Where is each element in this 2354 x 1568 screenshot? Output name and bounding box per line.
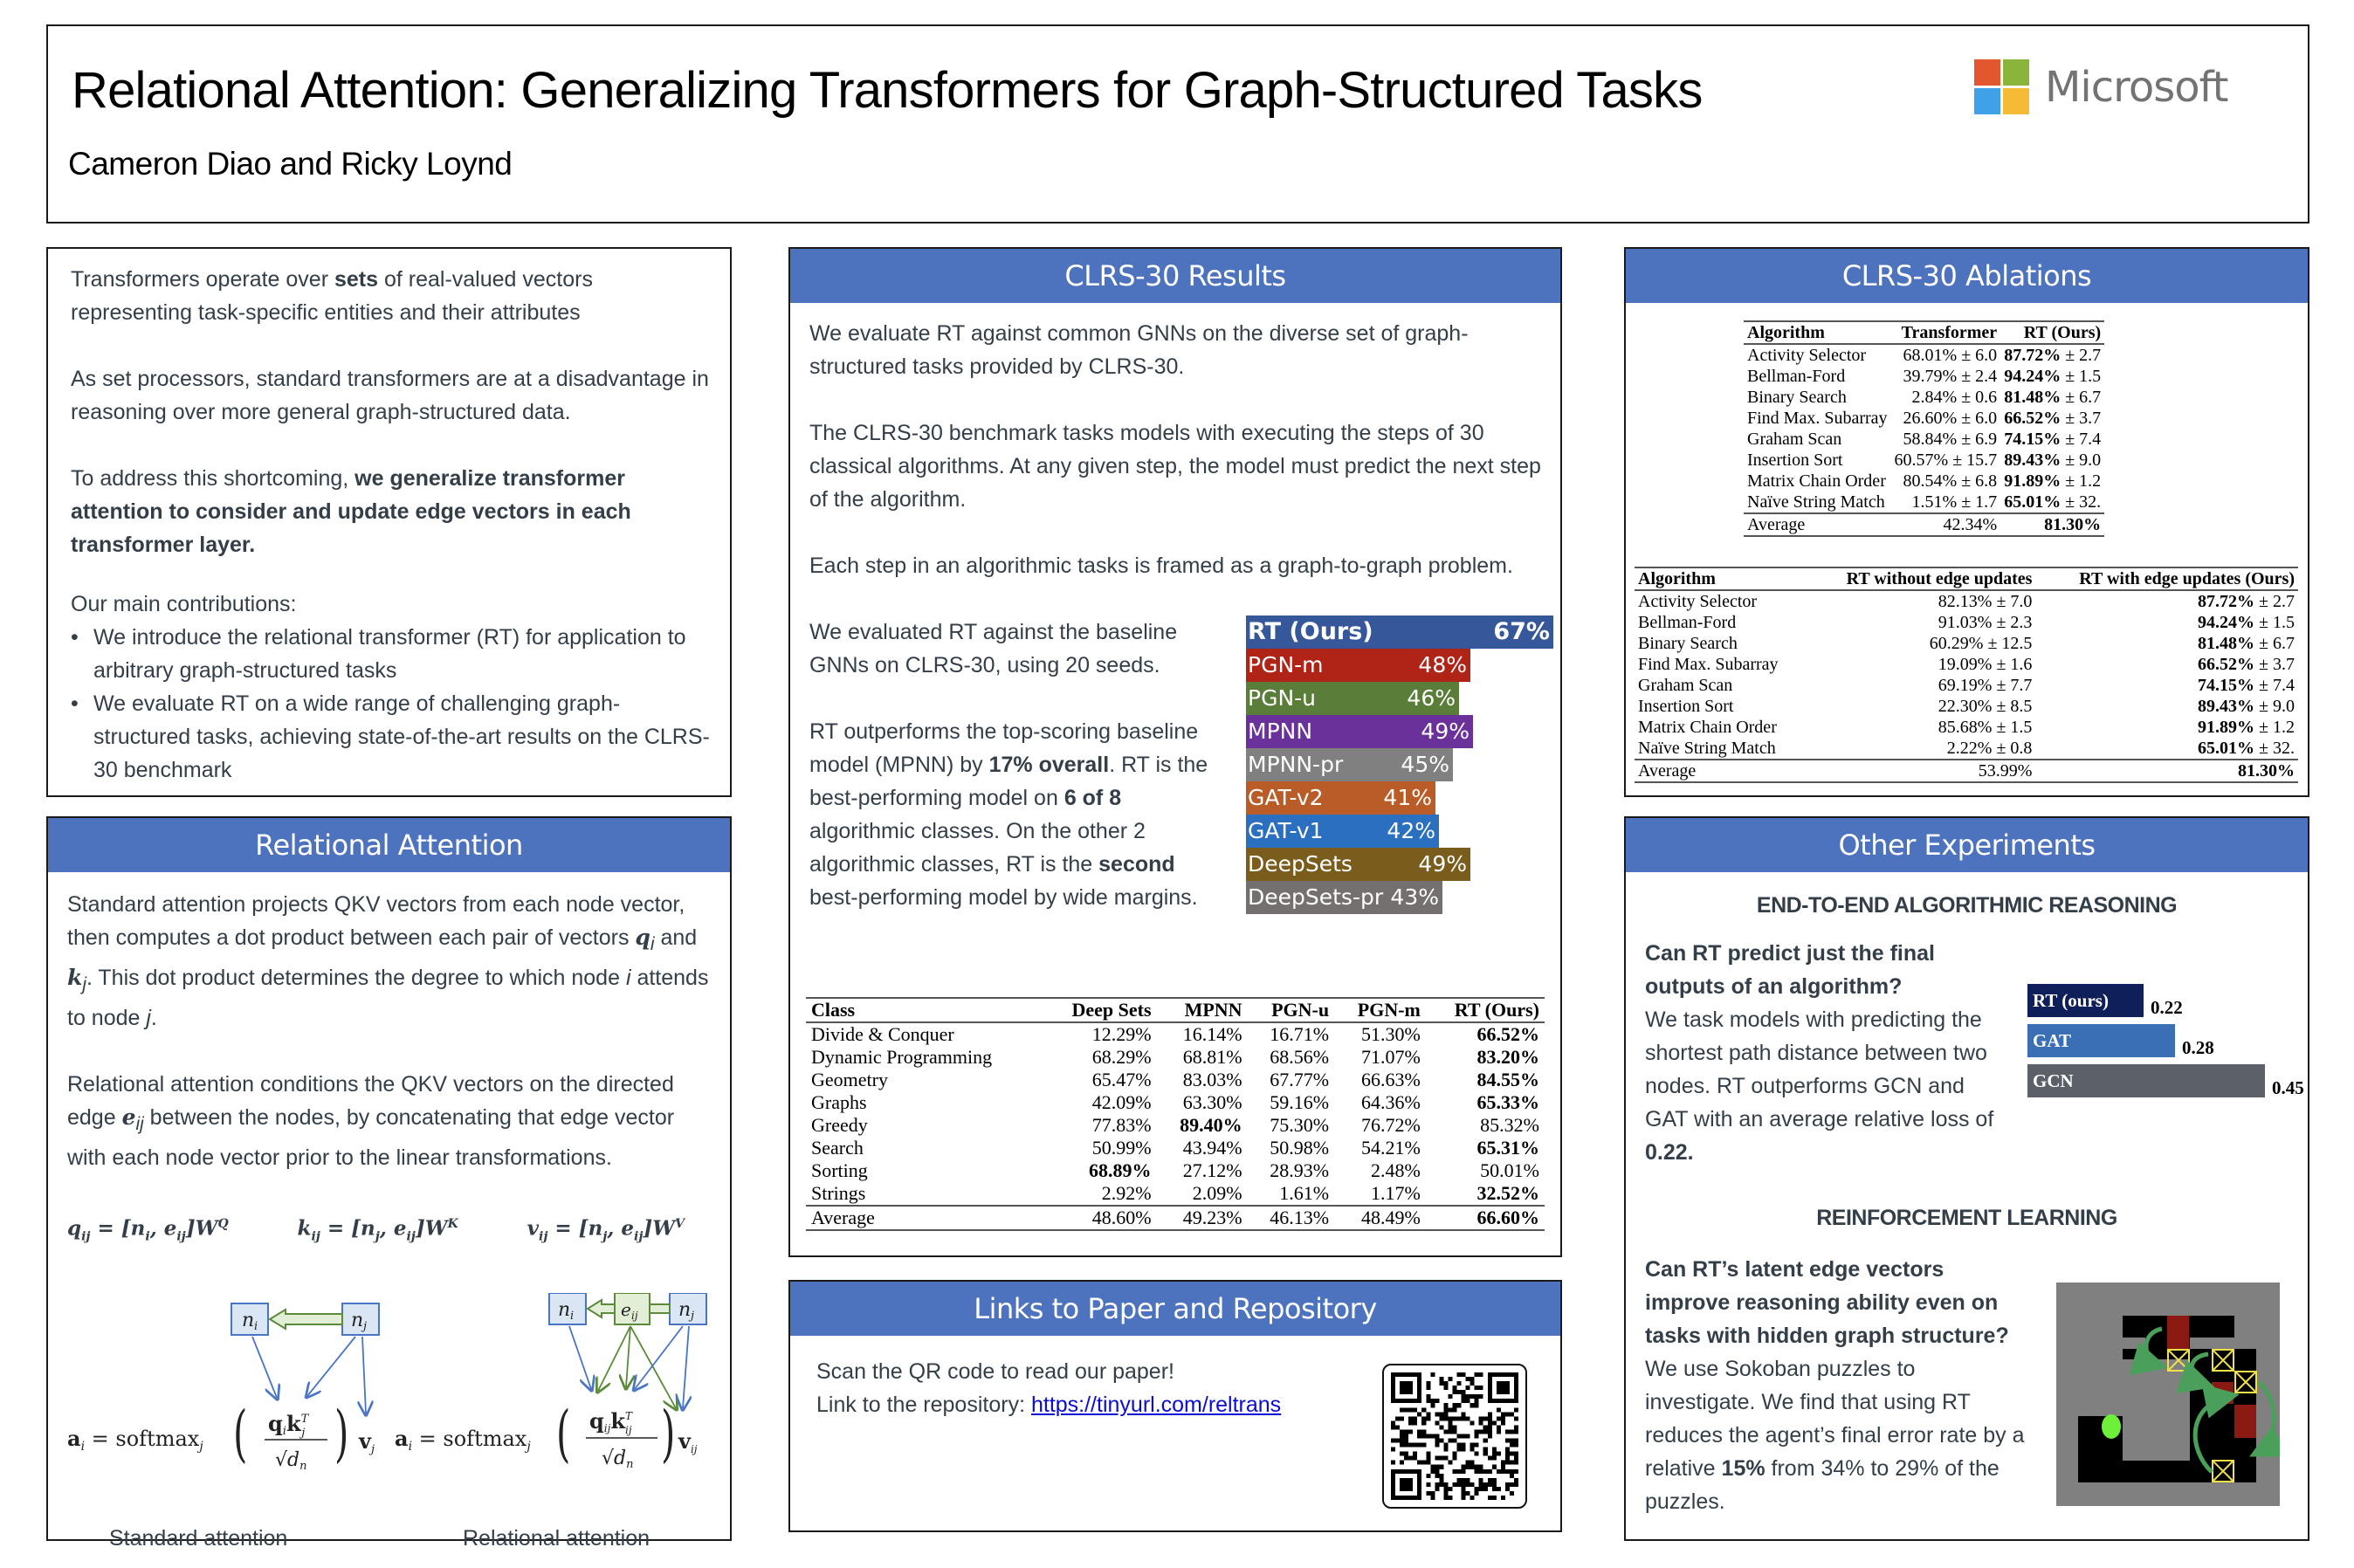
table-cell: 91.89% ± 1.2	[2198, 718, 2295, 737]
table-cell: Average	[1747, 515, 1806, 534]
table-cell: Bellman-Ford	[1638, 613, 1737, 632]
svg-text:vij: $v_{ij}$	[678, 1428, 698, 1456]
table-cell: 89.43% ± 9.0	[2198, 697, 2295, 716]
table-cell: Naïve String Match	[1638, 739, 1776, 758]
k-equation: $k_{ij} = [n_j$, $e_{ij}]W^K$	[297, 1216, 458, 1244]
relational-attention-panel	[46, 816, 732, 1551]
section-header: CLRS-30 Results	[790, 249, 1560, 303]
table-cell: Activity Selector	[1638, 592, 1758, 611]
table-cell: 59.16%	[1270, 1091, 1330, 1113]
table-cell: 75.30%	[1270, 1114, 1330, 1136]
table-cell: 68.56%	[1270, 1046, 1330, 1068]
table-cell: 43.94%	[1182, 1137, 1242, 1159]
table-cell: 85.68% ± 1.5	[1938, 718, 2033, 737]
svg-text:(: (	[556, 1397, 571, 1470]
table-cell: 1.17%	[1371, 1182, 1421, 1204]
section-header: CLRS-30 Ablations	[1626, 249, 2308, 303]
table-cell: Insertion Sort	[1638, 697, 1734, 716]
table-cell: 51.30%	[1361, 1023, 1421, 1045]
table-cell: 46.13%	[1270, 1207, 1330, 1228]
table-row	[806, 1137, 1545, 1159]
table-cell: 74.15% ± 7.4	[2004, 430, 2102, 449]
section-header: Relational Attention	[48, 818, 730, 872]
table-cell: 2.92%	[1101, 1182, 1152, 1204]
column-header: Deep Sets	[1071, 999, 1152, 1021]
intro-paragraph-2: As set processors, standard transformers are at a disadvantage in reasoning over more general graph-structured data.	[71, 367, 709, 424]
table-cell: 84.55%	[1476, 1069, 1539, 1090]
column-header: RT (Ours)	[2023, 323, 2102, 342]
intro-paragraph-3: To address this shortcoming, we generalize transformer attention to consider and update edge vectors in each transformer layer.	[71, 466, 631, 557]
section-header: Links to Paper and Repository	[790, 1282, 1560, 1336]
table-cell: 81.30%	[2238, 761, 2295, 781]
table-cell: 82.13% ± 7.0	[1938, 592, 2033, 611]
table-cell: 81.30%	[2044, 515, 2102, 534]
column-header: RT (Ours)	[1454, 999, 1539, 1021]
relatt-paragraph-2: Relational attention conditions the QKV vectors on the directed edge $e_{ij}$ between the nodes, by concatenating that edge vector with each node vector prior to the linear transformations.	[67, 1072, 675, 1170]
svg-text:j: j	[363, 1320, 368, 1334]
results-paragraph-2: The CLRS-30 benchmark tasks models with executing the steps of 30 classical algorithms. At any given step, the model must predict the next step of the algorithm.	[809, 421, 1541, 512]
bar-value-label: 0.28	[2182, 1037, 2214, 1058]
table-cell: Divide & Conquer	[811, 1023, 954, 1045]
poster-title: Relational Attention: Generalizing Transformers for Graph-Structured Tasks	[72, 62, 1703, 119]
table-cell: 94.24% ± 1.5	[2198, 613, 2295, 632]
qr-instruction: Scan the QR code to read our paper!	[816, 1359, 1174, 1384]
table-cell: Binary Search	[1747, 388, 1847, 407]
table-row	[1744, 344, 2104, 366]
intro-panel	[46, 247, 732, 797]
table-cell: Matrix Chain Order	[1638, 718, 1777, 737]
table-cell: 87.72% ± 2.7	[2004, 346, 2102, 365]
table-cell: 42.09%	[1091, 1091, 1152, 1113]
table-cell: 76.72%	[1361, 1114, 1421, 1136]
table-row	[1635, 612, 2298, 633]
svg-text:e: e	[621, 1299, 631, 1321]
table-cell: 66.52%	[1476, 1023, 1539, 1045]
qr-code-icon[interactable]	[1382, 1364, 1527, 1509]
table-cell: 19.09% ± 1.6	[1938, 655, 2033, 674]
svg-text:j: j	[691, 1310, 695, 1324]
column-header: MPNN	[1184, 999, 1242, 1021]
table-row	[806, 1022, 1545, 1046]
edge-update-ablation-table	[1635, 567, 2298, 783]
svg-text:n: n	[351, 1310, 364, 1332]
svg-text:√dn: √dn	[275, 1449, 307, 1474]
per-class-results-table	[806, 997, 1545, 1231]
table-row	[1744, 387, 2104, 408]
svg-text:n: n	[242, 1310, 255, 1332]
table-cell: 68.81%	[1182, 1046, 1242, 1068]
table-cell: 65.01% ± 32.	[2004, 492, 2102, 512]
table-cell: 94.24% ± 1.5	[2004, 367, 2102, 386]
bar-rt-ours: RT (Ours) 67%	[1246, 616, 1553, 649]
svg-text:): )	[334, 1397, 349, 1470]
table-row	[1635, 633, 2298, 654]
relational-attention-diagram	[395, 1293, 706, 1471]
table-cell: 89.40%	[1180, 1114, 1242, 1136]
table-cell: 64.36%	[1361, 1091, 1421, 1113]
table-row	[1744, 408, 2104, 429]
v-equation: $v_{ij} = [n_j$, $e_{ij}]W^V$	[527, 1216, 685, 1244]
table-cell: 91.03% ± 2.3	[1938, 613, 2033, 632]
table-cell: 74.15% ± 7.4	[2198, 676, 2295, 695]
bar-pgn-m: PGN-m 48%	[1246, 649, 1470, 682]
table-cell: 2.84% ± 0.6	[1911, 388, 1998, 407]
table-cell: 53.99%	[1978, 761, 2033, 781]
column-header: Transformer	[1901, 323, 1998, 342]
table-cell: 65.33%	[1476, 1091, 1539, 1113]
table-row	[806, 1091, 1545, 1114]
table-cell: 65.47%	[1091, 1069, 1152, 1090]
table-row	[1635, 696, 2298, 717]
table-cell: Matrix Chain Order	[1747, 471, 1886, 491]
table-cell: Average	[811, 1207, 875, 1228]
table-cell: 39.79% ± 2.4	[1903, 367, 1998, 386]
bar-mpnn-pr: MPNN-pr 45%	[1246, 748, 1453, 781]
section-header: Other Experiments	[1626, 818, 2308, 872]
table-cell: 69.19% ± 7.7	[1938, 676, 2033, 695]
microsoft-logo	[1974, 59, 2227, 114]
attention-diagrams	[67, 1293, 711, 1551]
table-cell: Naïve String Match	[1747, 492, 1885, 512]
q-equation: $q_{ij} = [n_i$, $e_{ij}]W^Q$	[67, 1216, 229, 1244]
table-cell: 65.01% ± 32.	[2198, 739, 2295, 758]
table-cell: 2.48%	[1371, 1159, 1421, 1181]
contribution-item: • We evaluate RT on a wide range of challenging graph-structured tasks, achieving state-of-the-art results on the CLRS-30 benchmark	[71, 687, 711, 787]
table-cell: Graphs	[811, 1091, 867, 1113]
table-row	[1744, 450, 2104, 471]
bar-rt-ours: RT (ours)	[2027, 984, 2144, 1017]
table-cell: 85.32%	[1480, 1114, 1539, 1136]
bar-value-label: 0.22	[2151, 997, 2183, 1018]
svg-text:qikTj: qik$^T$ j	[268, 1411, 309, 1441]
column-header: PGN-u	[1271, 999, 1330, 1021]
table-cell: 77.83%	[1091, 1114, 1152, 1136]
svg-text:i: i	[570, 1310, 575, 1324]
table-cell: 63.30%	[1182, 1091, 1242, 1113]
table-cell: 60.29% ± 12.5	[1929, 634, 2033, 653]
bar-value-label: 0.45	[2272, 1077, 2304, 1098]
relational-attention-caption: Relational attention	[463, 1526, 650, 1551]
table-cell: 66.60%	[1476, 1207, 1539, 1228]
table-cell: 1.61%	[1279, 1182, 1330, 1204]
column-header: Algorithm	[1638, 569, 1716, 588]
results-paragraph-3: Each step in an algorithmic tasks is framed as a graph-to-graph problem.	[809, 554, 1513, 578]
rl-heading: REINFORCEMENT LEARNING	[1816, 1206, 2117, 1230]
table-cell: 32.52%	[1476, 1182, 1539, 1204]
e2e-heading: END-TO-END ALGORITHMIC REASONING	[1756, 893, 2178, 918]
table-cell: 60.57% ± 15.7	[1894, 450, 1998, 470]
svg-text:qijkTij: qijk$^T$ ij	[589, 1408, 632, 1437]
table-cell: 1.51% ± 1.7	[1911, 492, 1998, 512]
svg-text:ij: ij	[631, 1310, 638, 1323]
bar-deepsets-pr: DeepSets-pr 43%	[1246, 881, 1442, 914]
table-cell: 28.93%	[1270, 1159, 1330, 1181]
column-header: RT with edge updates (Ours)	[2079, 569, 2295, 588]
table-cell: 83.03%	[1182, 1069, 1242, 1090]
table-cell: 67.77%	[1270, 1069, 1330, 1090]
bar-gat-v2: GAT-v2 41%	[1246, 781, 1435, 815]
bar-pgn-u: PGN-u 46%	[1246, 682, 1459, 715]
qkv-equations	[67, 1207, 711, 1253]
table-cell: 89.43% ± 9.0	[2004, 450, 2102, 470]
table-cell: 50.01%	[1480, 1159, 1539, 1181]
table-cell: 42.34%	[1943, 515, 1998, 534]
table-cell: 16.71%	[1270, 1023, 1330, 1045]
repository-link[interactable]: https://tinyurl.com/reltrans	[1030, 1393, 1282, 1417]
table-cell: Sorting	[811, 1159, 868, 1181]
table-cell: 27.12%	[1182, 1159, 1242, 1181]
table-row	[1744, 492, 2104, 513]
table-cell: 71.07%	[1361, 1046, 1421, 1068]
title-banner	[46, 24, 2309, 224]
table-cell: Bellman-Ford	[1747, 367, 1846, 386]
standard-attention-caption: Standard attention	[109, 1526, 288, 1551]
svg-text:ai = softmaxj: $a_i$ = softmax$_j$	[395, 1426, 531, 1455]
table-cell: 68.01% ± 6.0	[1903, 346, 1998, 365]
bar-gat: GAT	[2027, 1024, 2175, 1057]
table-cell: 26.60% ± 6.0	[1903, 409, 1998, 428]
table-cell: 2.09%	[1192, 1182, 1242, 1204]
attention-diagram-figure	[67, 1293, 713, 1520]
table-row	[806, 1046, 1545, 1069]
table-cell: 48.49%	[1361, 1207, 1421, 1228]
table-row	[1635, 590, 2298, 612]
table-row	[806, 1159, 1545, 1182]
table-row	[1635, 675, 2298, 696]
svg-text:vj: $v_j$	[359, 1428, 375, 1457]
table-cell: 83.20%	[1476, 1046, 1539, 1068]
column-header: Algorithm	[1747, 323, 1825, 342]
results-paragraph-5: RT outperforms the top-scoring baseline model (MPNN) by 17% overall. RT is the best-performing model on 6 of 8 algorithmic classes. On the other 2 algorithmic classes, RT is the second best-performing model by wide margins.	[809, 719, 1208, 910]
table-row	[806, 1114, 1545, 1137]
table-cell: Dynamic Programming	[811, 1046, 993, 1068]
table-cell: 49.23%	[1182, 1207, 1242, 1228]
transformer-ablation-table	[1744, 320, 2104, 537]
table-cell: 48.60%	[1091, 1207, 1152, 1228]
table-cell: Search	[811, 1137, 864, 1159]
table-row	[1635, 654, 2298, 675]
column-header: PGN-m	[1357, 999, 1421, 1021]
column-header: RT without edge updates	[1846, 569, 2033, 588]
table-cell: 50.99%	[1091, 1137, 1152, 1159]
table-cell: Average	[1638, 761, 1697, 781]
rl-text: Can RT’s latent edge vectors improve reasoning ability even on tasks with hidden graph structure? We use Sokoban puzzles to investigate. We find that using RT reduces the agent’s final error rate by a relative 15% from 34% to 29% of the puzzles.	[1645, 1257, 2025, 1514]
svg-text:ai = softmaxj: $a_i$ = softmax$_j$	[67, 1426, 203, 1455]
microsoft-wordmark: Microsoft	[2045, 62, 2228, 112]
table-cell: Graham Scan	[1638, 676, 1733, 695]
table-cell: Geometry	[811, 1069, 888, 1090]
svg-text:√dn: √dn	[602, 1448, 634, 1472]
table-row	[1635, 717, 2298, 738]
table-cell: 58.84% ± 6.9	[1903, 430, 1998, 449]
table-cell: 87.72% ± 2.7	[2198, 592, 2295, 611]
table-row	[806, 1069, 1545, 1091]
table-cell: Find Max. Subarray	[1638, 655, 1779, 674]
poster-authors: Cameron Diao and Ricky Loynd	[68, 146, 513, 182]
table-cell: 68.89%	[1089, 1159, 1152, 1181]
table-cell: 91.89% ± 1.2	[2004, 471, 2102, 491]
table-cell: Binary Search	[1638, 634, 1738, 653]
e2e-text: Can RT predict just the final outputs of an algorithm? We task models with predicting the shortest path distance between two nodes. RT outperforms GCN and GAT with an average relative loss of 0.22.	[1645, 941, 1994, 1165]
results-paragraph-4: We evaluated RT against the baseline GNNs on CLRS-30, using 20 seeds.	[809, 620, 1178, 677]
sokoban-puzzle-figure	[2056, 1283, 2280, 1510]
table-cell: Activity Selector	[1747, 346, 1867, 365]
svg-text:(: (	[233, 1397, 248, 1470]
microsoft-squares-icon	[1974, 59, 2029, 114]
clrs-ablations-panel	[1624, 247, 2309, 797]
table-row	[1744, 429, 2104, 450]
table-cell: 50.98%	[1270, 1137, 1330, 1159]
table-cell: 22.30% ± 8.5	[1938, 697, 2033, 716]
table-cell: 65.31%	[1476, 1137, 1539, 1159]
table-cell: Insertion Sort	[1747, 450, 1843, 470]
repo-line: Link to the repository: https://tinyurl.com/reltrans	[816, 1393, 1282, 1417]
table-cell: 66.63%	[1361, 1069, 1421, 1090]
table-row	[1744, 471, 2104, 492]
svg-text:n: n	[678, 1299, 692, 1322]
bar-gcn: GCN	[2027, 1064, 2265, 1097]
links-panel	[788, 1280, 1562, 1532]
table-cell: 81.48% ± 6.7	[2198, 634, 2295, 653]
contributions-list	[71, 621, 711, 787]
table-cell: 68.29%	[1091, 1046, 1152, 1068]
table-cell: 80.54% ± 6.8	[1903, 471, 1998, 491]
table-cell: 66.52% ± 3.7	[2198, 655, 2295, 674]
table-cell: 12.29%	[1091, 1023, 1152, 1045]
svg-text:): )	[661, 1397, 676, 1470]
contributions-title: Our main contributions:	[71, 592, 297, 616]
clrs-results-panel	[788, 247, 1562, 1257]
table-cell: Greedy	[811, 1114, 868, 1136]
table-row	[1744, 366, 2104, 387]
results-paragraph-1: We evaluate RT against common GNNs on the diverse set of graph-structured tasks provided by CLRS-30.	[809, 321, 1469, 379]
svg-text:n: n	[558, 1299, 571, 1322]
table-cell: 16.14%	[1182, 1023, 1242, 1045]
table-cell: 54.21%	[1361, 1137, 1421, 1159]
standard-attention-diagram	[67, 1303, 379, 1473]
svg-text:i: i	[254, 1320, 258, 1334]
table-cell: 66.52% ± 3.7	[2004, 409, 2102, 428]
table-cell: Strings	[811, 1182, 866, 1204]
table-cell: 2.22% ± 0.8	[1946, 739, 2033, 758]
column-header: Class	[811, 999, 856, 1021]
bar-deepsets: DeepSets 49%	[1246, 848, 1470, 881]
other-experiments-panel	[1624, 816, 2309, 1541]
table-row	[1635, 738, 2298, 760]
bar-gat-v1: GAT-v1 42%	[1246, 815, 1439, 848]
table-cell: Find Max. Subarray	[1747, 409, 1888, 428]
contribution-item: • We introduce the relational transformer (RT) for application to arbitrary graph-structured tasks	[71, 621, 711, 687]
intro-paragraph-1: Transformers operate over sets of real-valued vectors representing task-specific entities and their attributes	[71, 267, 593, 325]
relatt-paragraph-1: Standard attention projects QKV vectors from each node vector, then computes a dot product between each pair of vectors $q_i$ and $k_j$. This dot product determines the degree to which node i attends to node j.	[67, 892, 709, 1030]
table-cell: Graham Scan	[1747, 430, 1842, 449]
table-cell: 81.48% ± 6.7	[2004, 388, 2102, 407]
table-row	[806, 1182, 1545, 1206]
sokoban-grid-icon	[2056, 1283, 2280, 1506]
bar-mpnn: MPNN 49%	[1246, 715, 1473, 748]
